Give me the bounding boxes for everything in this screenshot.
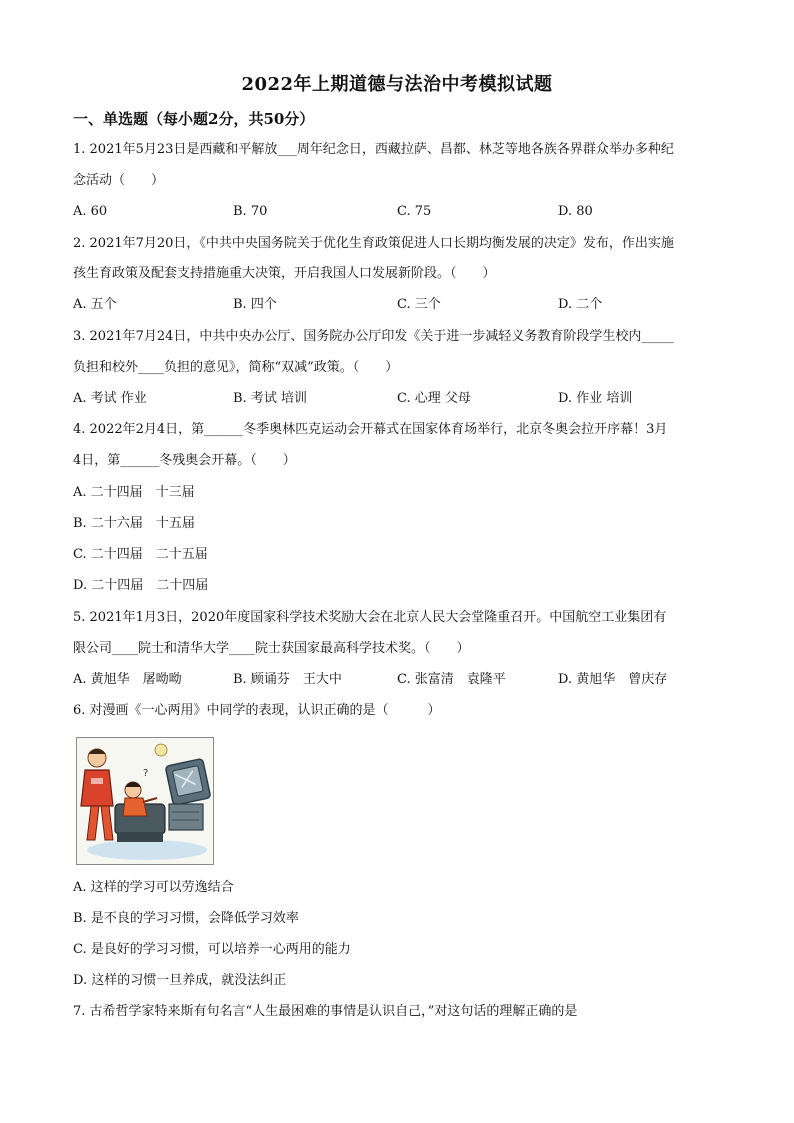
q1-option-a: A. 60 (73, 204, 108, 219)
q3-option-d: D. 作业 培训 (558, 391, 633, 406)
q5-line-1: 5. 2021年1月3日，2020年度国家科学技术奖励大会在北京人民大会堂隆重召开。中国航空工业集团有 (73, 610, 667, 625)
q5-line-2: 限公司____院士和清华大学____院士获国家最高科学技术奖。（ ） (73, 641, 470, 656)
q6-option-a: A. 这样的学习可以劳逸结合 (73, 880, 234, 895)
q2-option-c: C. 三个 (397, 297, 441, 312)
exam-title: 2022年上期道德与法治中考模拟试题 (241, 74, 553, 95)
comic-drawing (77, 738, 213, 864)
q2-option-b: B. 四个 (233, 297, 277, 312)
q4-line-2: 4日，第______冬残奥会开幕。（ ） (73, 453, 296, 468)
q2-option-d: D. 二个 (558, 297, 603, 312)
q1-line-2: 念活动（ ） (73, 173, 165, 188)
q2-line-1: 2. 2021年7月20日，《中共中央国务院关于优化生育政策促进人口长期均衡发展的决定》发布，作出实施 (73, 236, 674, 251)
q2-line-2: 孩生育政策及配套支持措施重大决策，开启我国人口发展新阶段。（ ） (73, 266, 496, 281)
svg-text:?: ? (143, 768, 149, 779)
q3-option-b: B. 考试 培训 (233, 391, 307, 406)
q3-line-1: 3. 2021年7月24日，中共中央办公厅、国务院办公厅印发《关于进一步减轻义务教育阶段学生校内_____ (73, 329, 674, 344)
section-heading: 一、单选题（每小题2分，共50分） (73, 110, 315, 128)
q5-option-c: C. 张富清 袁隆平 (397, 672, 506, 687)
q6-line-1: 6. 对漫画《一心两用》中同学的表现，认识正确的是（ ） (73, 703, 441, 718)
q1-option-c: C. 75 (397, 204, 432, 219)
q2-option-a: A. 五个 (73, 297, 117, 312)
q5-option-a: A. 黄旭华 屠呦呦 (73, 672, 182, 687)
q3-option-a: A. 考试 作业 (73, 391, 147, 406)
q4-option-c: C. 二十四届 二十五届 (73, 547, 208, 562)
q1-line-1: 1. 2021年5月23日是西藏和平解放___周年纪念日，西藏拉萨、昌都、林芝等地各族各界群众举办多种纪 (73, 142, 674, 157)
q1-option-b: B. 70 (233, 204, 268, 219)
q4-option-d: D. 二十四届 二十四届 (73, 578, 209, 593)
q4-option-b: B. 二十六届 十五届 (73, 516, 195, 531)
q6-option-c: C. 是良好的学习习惯，可以培养一心两用的能力 (73, 942, 351, 957)
q3-option-c: C. 心理 父母 (397, 391, 471, 406)
q6-option-d: D. 这样的习惯一旦养成，就没法纠正 (73, 973, 287, 988)
q4-option-a: A. 二十四届 十三届 (73, 485, 195, 500)
q1-option-d: D. 80 (558, 204, 593, 219)
q5-option-b: B. 顾诵芬 王大中 (233, 672, 342, 687)
q3-line-2: 负担和校外____负担的意见》，简称“双减”政策。（ ） (73, 360, 399, 375)
q5-option-d: D. 黄旭华 曾庆存 (558, 672, 668, 687)
q4-line-1: 4. 2022年2月4日，第______冬季奥林匹克运动会开幕式在国家体育场举行，北京冬奥会拉开序幕！3月 (73, 422, 668, 437)
q7-line-1: 7. 古希哲学家特来斯有句名言“人生最困难的事情是认识自己，”对这句话的理解正确的是 (73, 1004, 578, 1019)
q6-option-b: B. 是不良的学习习惯，会降低学习效率 (73, 911, 299, 926)
comic-illustration (76, 737, 214, 865)
